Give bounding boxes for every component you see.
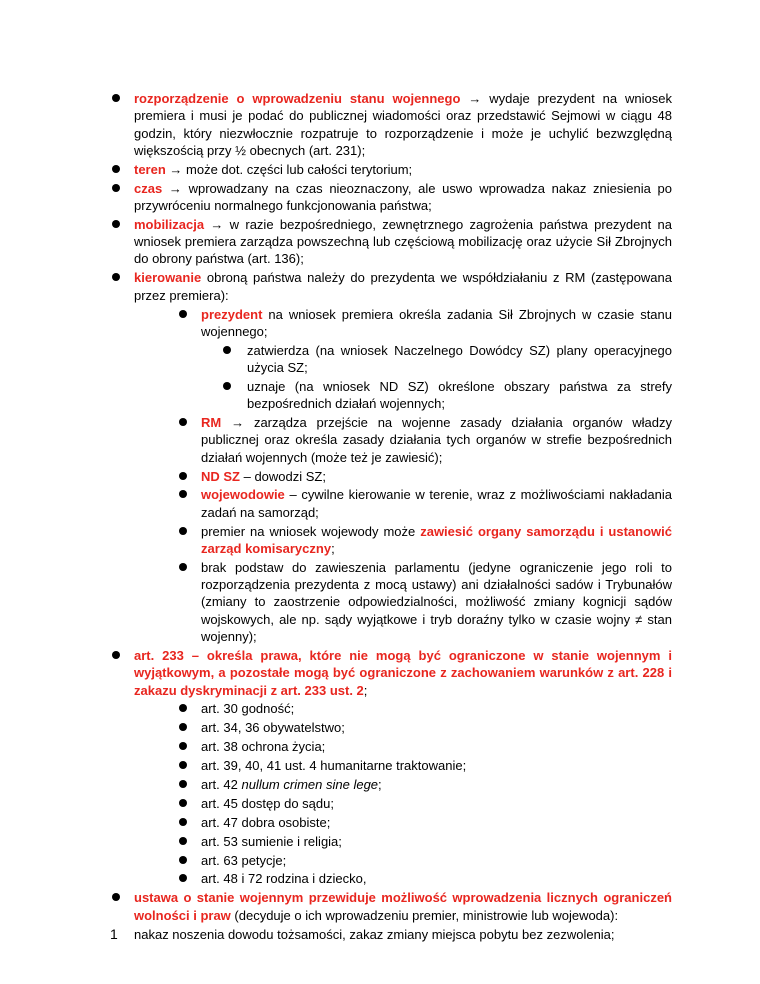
item-text: → może dot. części lub całości terytorium; (165, 161, 413, 177)
bullet-icon (179, 799, 187, 807)
bullet-icon (179, 818, 187, 826)
highlight-text: zawiesić organy samorządu i ustanowić zarząd komisaryczny (201, 523, 672, 556)
item-text: uznaje (na wniosek ND SZ) określone obszary państwa za strefy bezpośrednich działań wojennych; (247, 378, 672, 412)
bullet-icon (112, 165, 120, 173)
list-item-premier (179, 523, 672, 558)
list-item-art233 (112, 647, 672, 888)
list-item-art34 (179, 719, 672, 736)
list-item-art30 (179, 700, 672, 717)
bullet-icon (112, 273, 120, 281)
bullet-icon (179, 742, 187, 750)
bullet-icon (179, 527, 187, 535)
bullet-icon (179, 563, 187, 571)
item-text: art. 30 godność; (201, 701, 295, 717)
item-text: → wydaje prezydent na wniosek premiera i musi je podać do publicznej wiadomości oraz przedstawić Sejmowi w ciągu 48 godzin, który niezwłocznie rozpatruje to rozporządzenie i może je uchylić bezwzględną większością przy ½ obecnych (art. 231); (134, 91, 672, 158)
list-item-art45 (179, 795, 672, 812)
list-item-uznaje (223, 378, 672, 413)
item-text: (decyduje o ich wprowadzeniu premier, ministrowie lub wojewoda): (230, 907, 619, 923)
bullet-icon (112, 220, 120, 228)
highlight-text: teren (134, 161, 166, 177)
list-item-wojewodowie (179, 486, 672, 521)
item-text: zatwierdza (na wniosek Naczelnego Dowódcy SZ) plany operacyjnego użycia SZ; (247, 342, 672, 376)
bullet-icon (223, 346, 231, 354)
main-list (112, 90, 672, 943)
list-item-art38 (179, 738, 672, 755)
item-text: obroną państwa należy do prezydenta we współdziałaniu z RM (zastępowana przez premiera): (134, 270, 672, 303)
list-item-czas (112, 180, 672, 215)
item-text: art. 38 ochrona życia; (201, 739, 326, 755)
bullet-icon (179, 761, 187, 769)
bullet-icon (179, 310, 187, 318)
item-text: – dowodzi SZ; (240, 468, 326, 484)
bullet-icon (112, 184, 120, 192)
item-text: art. 63 petycje; (201, 852, 287, 868)
highlight-text: czas (134, 180, 163, 196)
bullet-icon (223, 382, 231, 390)
italic-text: nullum crimen sine lege (241, 776, 379, 792)
item-number: 1 (110, 925, 118, 942)
item-text: art. 42 (201, 776, 242, 792)
item-text: → zarządza przejście na wojenne zasady działania organów władzy publicznej oraz określa zasady działania tych organów w strefie bezpośrednich działań wojennych (może też je zawiesić); (201, 415, 672, 465)
item-text: brak podstaw do zawieszenia parlamentu (jedyne ograniczenie jego roli to rozporządzenia prezydenta z mocą ustawy) ani działalności sadów i Trybunałów (zmiany to zaostrzenie odpowiedzialności, możliwość zmiany kognicji sądów wojskowych, ale np. sądy wyjątkowe i tryb doraźny tylko w czasie wojny ≠ stan wojenny); (201, 559, 672, 645)
list-item-kierowanie (112, 269, 672, 645)
highlight-text: kierowanie (134, 270, 202, 286)
bullet-icon (112, 651, 120, 659)
bullet-icon (179, 723, 187, 731)
art233-sublist (134, 700, 672, 887)
bullet-icon (179, 490, 187, 498)
document-body (112, 90, 672, 944)
item-tail: ; (378, 776, 382, 792)
list-item-rozporzadzenie (112, 90, 672, 159)
prezydent-sublist (201, 342, 672, 413)
item-text: premier na wniosek wojewody może (201, 523, 421, 539)
item-tail: ; (331, 540, 335, 556)
item-text: → wprowadzany na czas nieoznaczony, ale uswo wprowadza nakaz zniesienia po przywróceniu normalnego funkcjonowania państwa; (134, 180, 672, 213)
list-item-mobilizacja (112, 216, 672, 268)
bullet-icon (179, 780, 187, 788)
bullet-icon (112, 893, 120, 901)
numbered-item-1 (112, 926, 672, 943)
list-item-teren (112, 161, 672, 178)
highlight-text: ND SZ (201, 468, 240, 484)
bullet-icon (179, 418, 187, 426)
list-item-art53 (179, 833, 672, 850)
item-text: art. 53 sumienie i religia; (201, 833, 342, 849)
list-item-art47 (179, 814, 672, 831)
item-text: na wniosek premiera określa zadania Sił Zbrojnych w czasie stanu wojennego; (201, 306, 672, 339)
list-item-prezydent (179, 306, 672, 413)
kierowanie-sublist (134, 306, 672, 646)
bullet-icon (179, 837, 187, 845)
highlight-text: art. 233 – określa prawa, które nie mogą być ograniczone w stanie wojennym i wyjątkowym, a pozostałe mogą być ograniczone z zachowaniem warunków z art. 228 i zakazu dyskryminacji z art. 233 ust. 2 (134, 647, 672, 698)
bullet-icon (179, 856, 187, 864)
highlight-text: RM (201, 415, 222, 431)
bullet-icon (179, 472, 187, 480)
list-item-zatwierdza (223, 342, 672, 377)
highlight-text: wojewodowie (201, 487, 285, 503)
item-text: art. 45 dostęp do sądu; (201, 795, 334, 811)
list-item-rm (179, 414, 672, 466)
item-text: art. 48 i 72 rodzina i dziecko, (201, 871, 367, 887)
highlight-text: mobilizacja (134, 216, 205, 232)
highlight-text: prezydent (201, 306, 263, 322)
list-item-art39 (179, 757, 672, 774)
item-text: → w razie bezpośredniego, zewnętrznego zagrożenia państwa prezydent na wniosek premiera zarządza powszechną lub częściową mobilizację oraz użycie Sił Zbrojnych do obrony państwa (art. 136); (134, 216, 672, 267)
item-text: art. 39, 40, 41 ust. 4 humanitarne traktowanie; (201, 758, 467, 774)
bullet-icon (179, 874, 187, 882)
bullet-icon (112, 94, 120, 102)
list-item-ndsz (179, 468, 672, 485)
item-text: ; (363, 682, 368, 698)
item-text: art. 47 dobra osobiste; (201, 814, 331, 830)
list-item-art48 (179, 870, 672, 887)
item-text: – cywilne kierowanie w terenie, wraz z możliwościami nakładania zadań na samorząd; (201, 487, 672, 520)
bullet-icon (179, 704, 187, 712)
item-text: nakaz noszenia dowodu tożsamości, zakaz zmiany miejsca pobytu bez zezwolenia; (134, 926, 615, 942)
highlight-text: ustawa o stanie wojennym przewiduje możliwość wprowadzenia licznych ograniczeń wolności i praw (134, 890, 672, 923)
list-item-art42 (179, 776, 672, 793)
list-item-ustawa (112, 889, 672, 924)
list-item-brak (179, 559, 672, 645)
item-text: art. 34, 36 obywatelstwo; (201, 720, 345, 736)
highlight-text: rozporządzenie o wprowadzeniu stanu wojennego (134, 91, 461, 106)
list-item-art63 (179, 852, 672, 869)
